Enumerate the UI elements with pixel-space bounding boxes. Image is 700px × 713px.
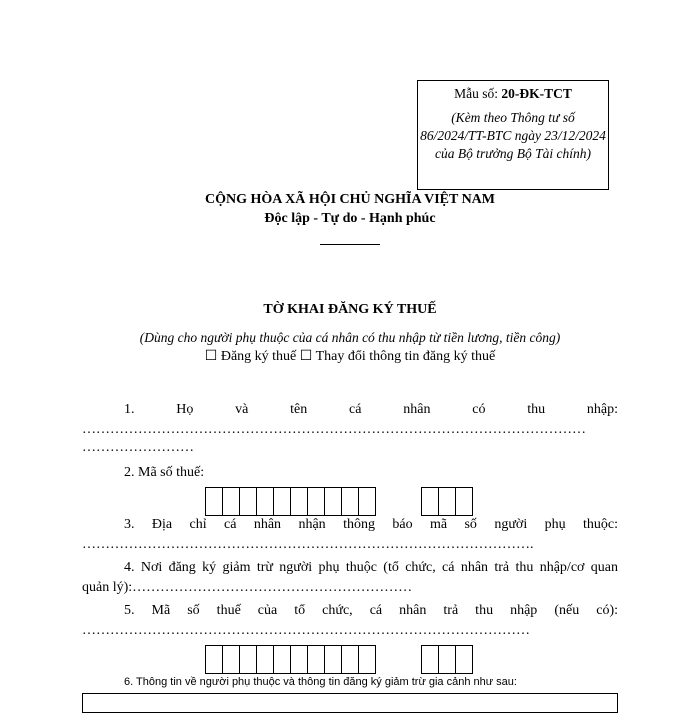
form-reference: (Kèm theo Thông tư số 86/2024/TT-BTC ngày 23/12/2024 của Bộ trưởng Bộ Tài chính) (420, 110, 606, 161)
change-option-label: Thay đổi thông tin đăng ký thuế (315, 349, 496, 364)
payer-tax-code-suffix-digit[interactable] (455, 645, 473, 674)
form-code (418, 85, 608, 103)
tax-code-digit[interactable] (307, 487, 325, 516)
field-1-dots[interactable]: ……………………………………………………………………………………………… (82, 422, 586, 437)
nation-header: CỘNG HÒA XÃ HỘI CHỦ NGHĨA VIỆT NAM (204, 192, 495, 207)
tax-code-suffix-digit[interactable] (455, 487, 473, 516)
tax-code-digit[interactable] (239, 487, 257, 516)
register-option-label: Đăng ký thuế (220, 349, 297, 364)
field-2-label: 2. Mã số thuế: (124, 465, 205, 480)
register-checkbox[interactable]: ☐ (204, 349, 218, 364)
registration-options (0, 348, 700, 365)
motto: Độc lập - Tự do - Hạnh phúc (264, 211, 436, 226)
payer-tax-code-digit[interactable] (222, 645, 240, 674)
tax-code-digit[interactable] (358, 487, 376, 516)
payer-tax-code-digit[interactable] (307, 645, 325, 674)
tax-code-digit[interactable] (290, 487, 308, 516)
motto-underline (320, 244, 380, 245)
payer-tax-code-digit[interactable] (273, 645, 291, 674)
tax-code-digit[interactable] (273, 487, 291, 516)
payer-tax-code-digit[interactable] (324, 645, 342, 674)
page-title: TỜ KHAI ĐĂNG KÝ THUẾ (263, 302, 437, 317)
change-checkbox[interactable]: ☐ (299, 349, 313, 364)
tax-code-digit[interactable] (256, 487, 274, 516)
tax-code-digit[interactable] (222, 487, 240, 516)
tax-code-suffix-digit[interactable] (438, 487, 456, 516)
field-4-label: 4. Nơi đăng ký giảm trừ người phụ thuộc (tổ chức, cá nhân trả thu nhập/cơ quan (124, 560, 618, 575)
payer-tax-code-boxes (205, 645, 375, 674)
tax-code-suffix-digit[interactable] (421, 487, 439, 516)
field-5-dots[interactable]: …………………………………………………………………………………… (82, 623, 530, 638)
form-code-value: 20-ĐK-TCT (501, 86, 572, 101)
tax-code-suffix-boxes (421, 487, 472, 516)
field-1-label: 1. Họ và tên cá nhân có thu nhập: (124, 402, 618, 417)
form-number-box (417, 80, 609, 190)
field-1-dots-continued[interactable]: …………………… (82, 440, 194, 455)
payer-tax-code-digit[interactable] (205, 645, 223, 674)
payer-tax-code-suffix-digit[interactable] (438, 645, 456, 674)
payer-tax-code-digit[interactable] (239, 645, 257, 674)
payer-tax-code-digit[interactable] (358, 645, 376, 674)
form-code-label: Mẫu số: (454, 86, 502, 101)
field-4-label-continued[interactable]: quản lý):…………………………………………………… (82, 580, 413, 595)
tax-code-boxes (205, 487, 375, 516)
tax-code-digit[interactable] (324, 487, 342, 516)
page-subtitle: (Dùng cho người phụ thuộc của cá nhân có thu nhập từ tiền lương, tiền công) (139, 330, 561, 345)
tax-code-digit[interactable] (205, 487, 223, 516)
field-3-dots[interactable]: ……………………………………………………………………………………. (82, 537, 534, 552)
field-5-label: 5. Mã số thuế của tổ chức, cá nhân trả thu nhập (nếu có): (124, 603, 618, 618)
tax-code-digit[interactable] (341, 487, 359, 516)
field-3-label: 3. Địa chỉ cá nhân nhận thông báo mã số người phụ thuộc: (124, 517, 618, 532)
field-6-label: 6. Thông tin về người phụ thuộc và thông tin đăng ký giảm trừ gia cảnh như sau: (124, 676, 517, 688)
payer-tax-code-digit[interactable] (256, 645, 274, 674)
payer-tax-code-digit[interactable] (341, 645, 359, 674)
payer-tax-code-digit[interactable] (290, 645, 308, 674)
payer-tax-code-suffix-digit[interactable] (421, 645, 439, 674)
dependents-table-top (82, 693, 618, 713)
payer-tax-code-suffix-boxes (421, 645, 472, 674)
